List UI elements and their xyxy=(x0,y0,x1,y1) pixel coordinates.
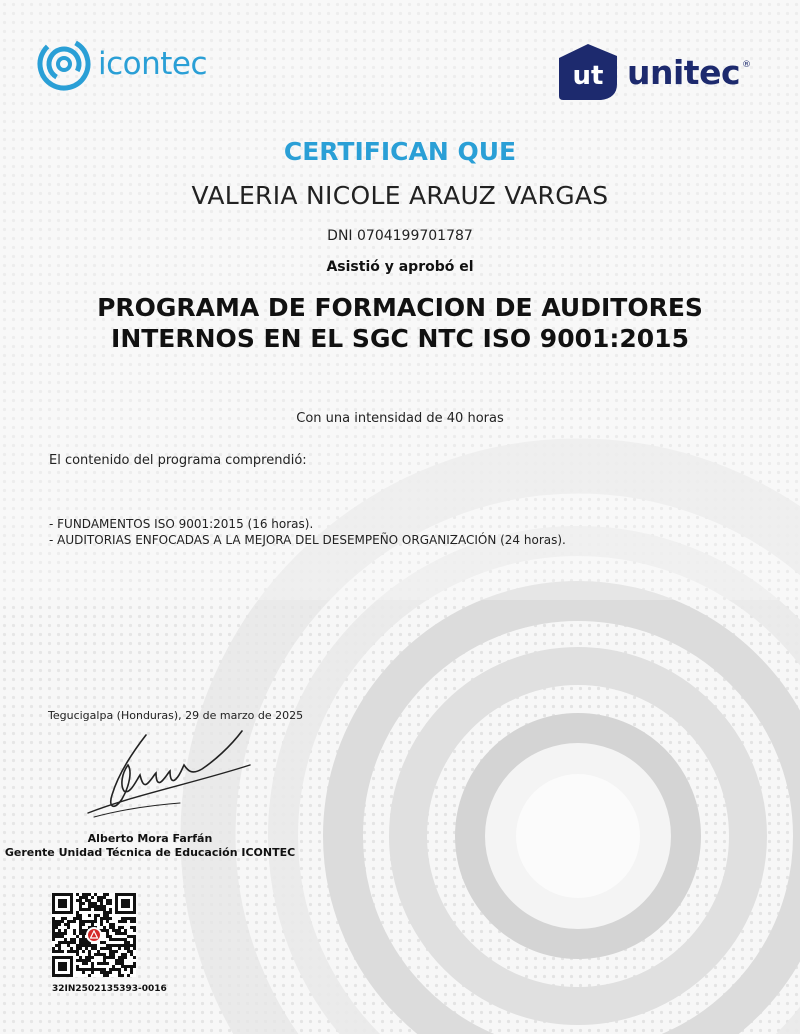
content-intro: El contenido del programa comprendió: xyxy=(49,453,307,468)
place-and-date: Tegucigalpa (Honduras), 29 de marzo de 2025 xyxy=(48,709,304,722)
icontec-logo xyxy=(36,36,207,92)
certificate-code: 32IN2502135393-0016 xyxy=(52,984,167,994)
unitec-logo-mark-text: ut xyxy=(572,61,604,91)
unitec-logo xyxy=(555,42,751,102)
signer-name: Alberto Mora Farfán xyxy=(87,832,213,845)
list-item: - FUNDAMENTOS ISO 9001:2015 (16 horas). xyxy=(49,517,314,531)
program-intensity: Con una intensidad de 40 horas xyxy=(296,411,504,426)
icontec-logo-text: icontec xyxy=(98,46,208,82)
recipient-dni: DNI 0704199701787 xyxy=(327,228,473,244)
signer-title: Gerente Unidad Técnica de Educación ICONTEC xyxy=(4,846,296,859)
qr-code xyxy=(52,893,136,977)
registered-mark: ® xyxy=(742,60,752,70)
list-item: - AUDITORIAS ENFOCADAS A LA MEJORA DEL DESEMPEÑO ORGANIZACIÓN (24 horas). xyxy=(49,533,566,547)
program-title-line: INTERNOS EN EL SGC NTC ISO 9001:2015 xyxy=(111,324,689,353)
program-title-line: PROGRAMA DE FORMACION DE AUDITORES xyxy=(97,293,703,322)
signature xyxy=(84,725,256,825)
recipient-name: VALERIA NICOLE ARAUZ VARGAS xyxy=(191,181,609,210)
attended-statement: Asistió y aprobó el xyxy=(326,259,474,275)
icontec-logo-icon xyxy=(36,36,92,92)
unitec-logo-text: unitec xyxy=(627,52,741,92)
program-title xyxy=(0,292,800,354)
content-list xyxy=(49,516,566,548)
certificate-heading: CERTIFICAN QUE xyxy=(283,137,517,166)
unitec-logo-icon xyxy=(555,42,621,102)
